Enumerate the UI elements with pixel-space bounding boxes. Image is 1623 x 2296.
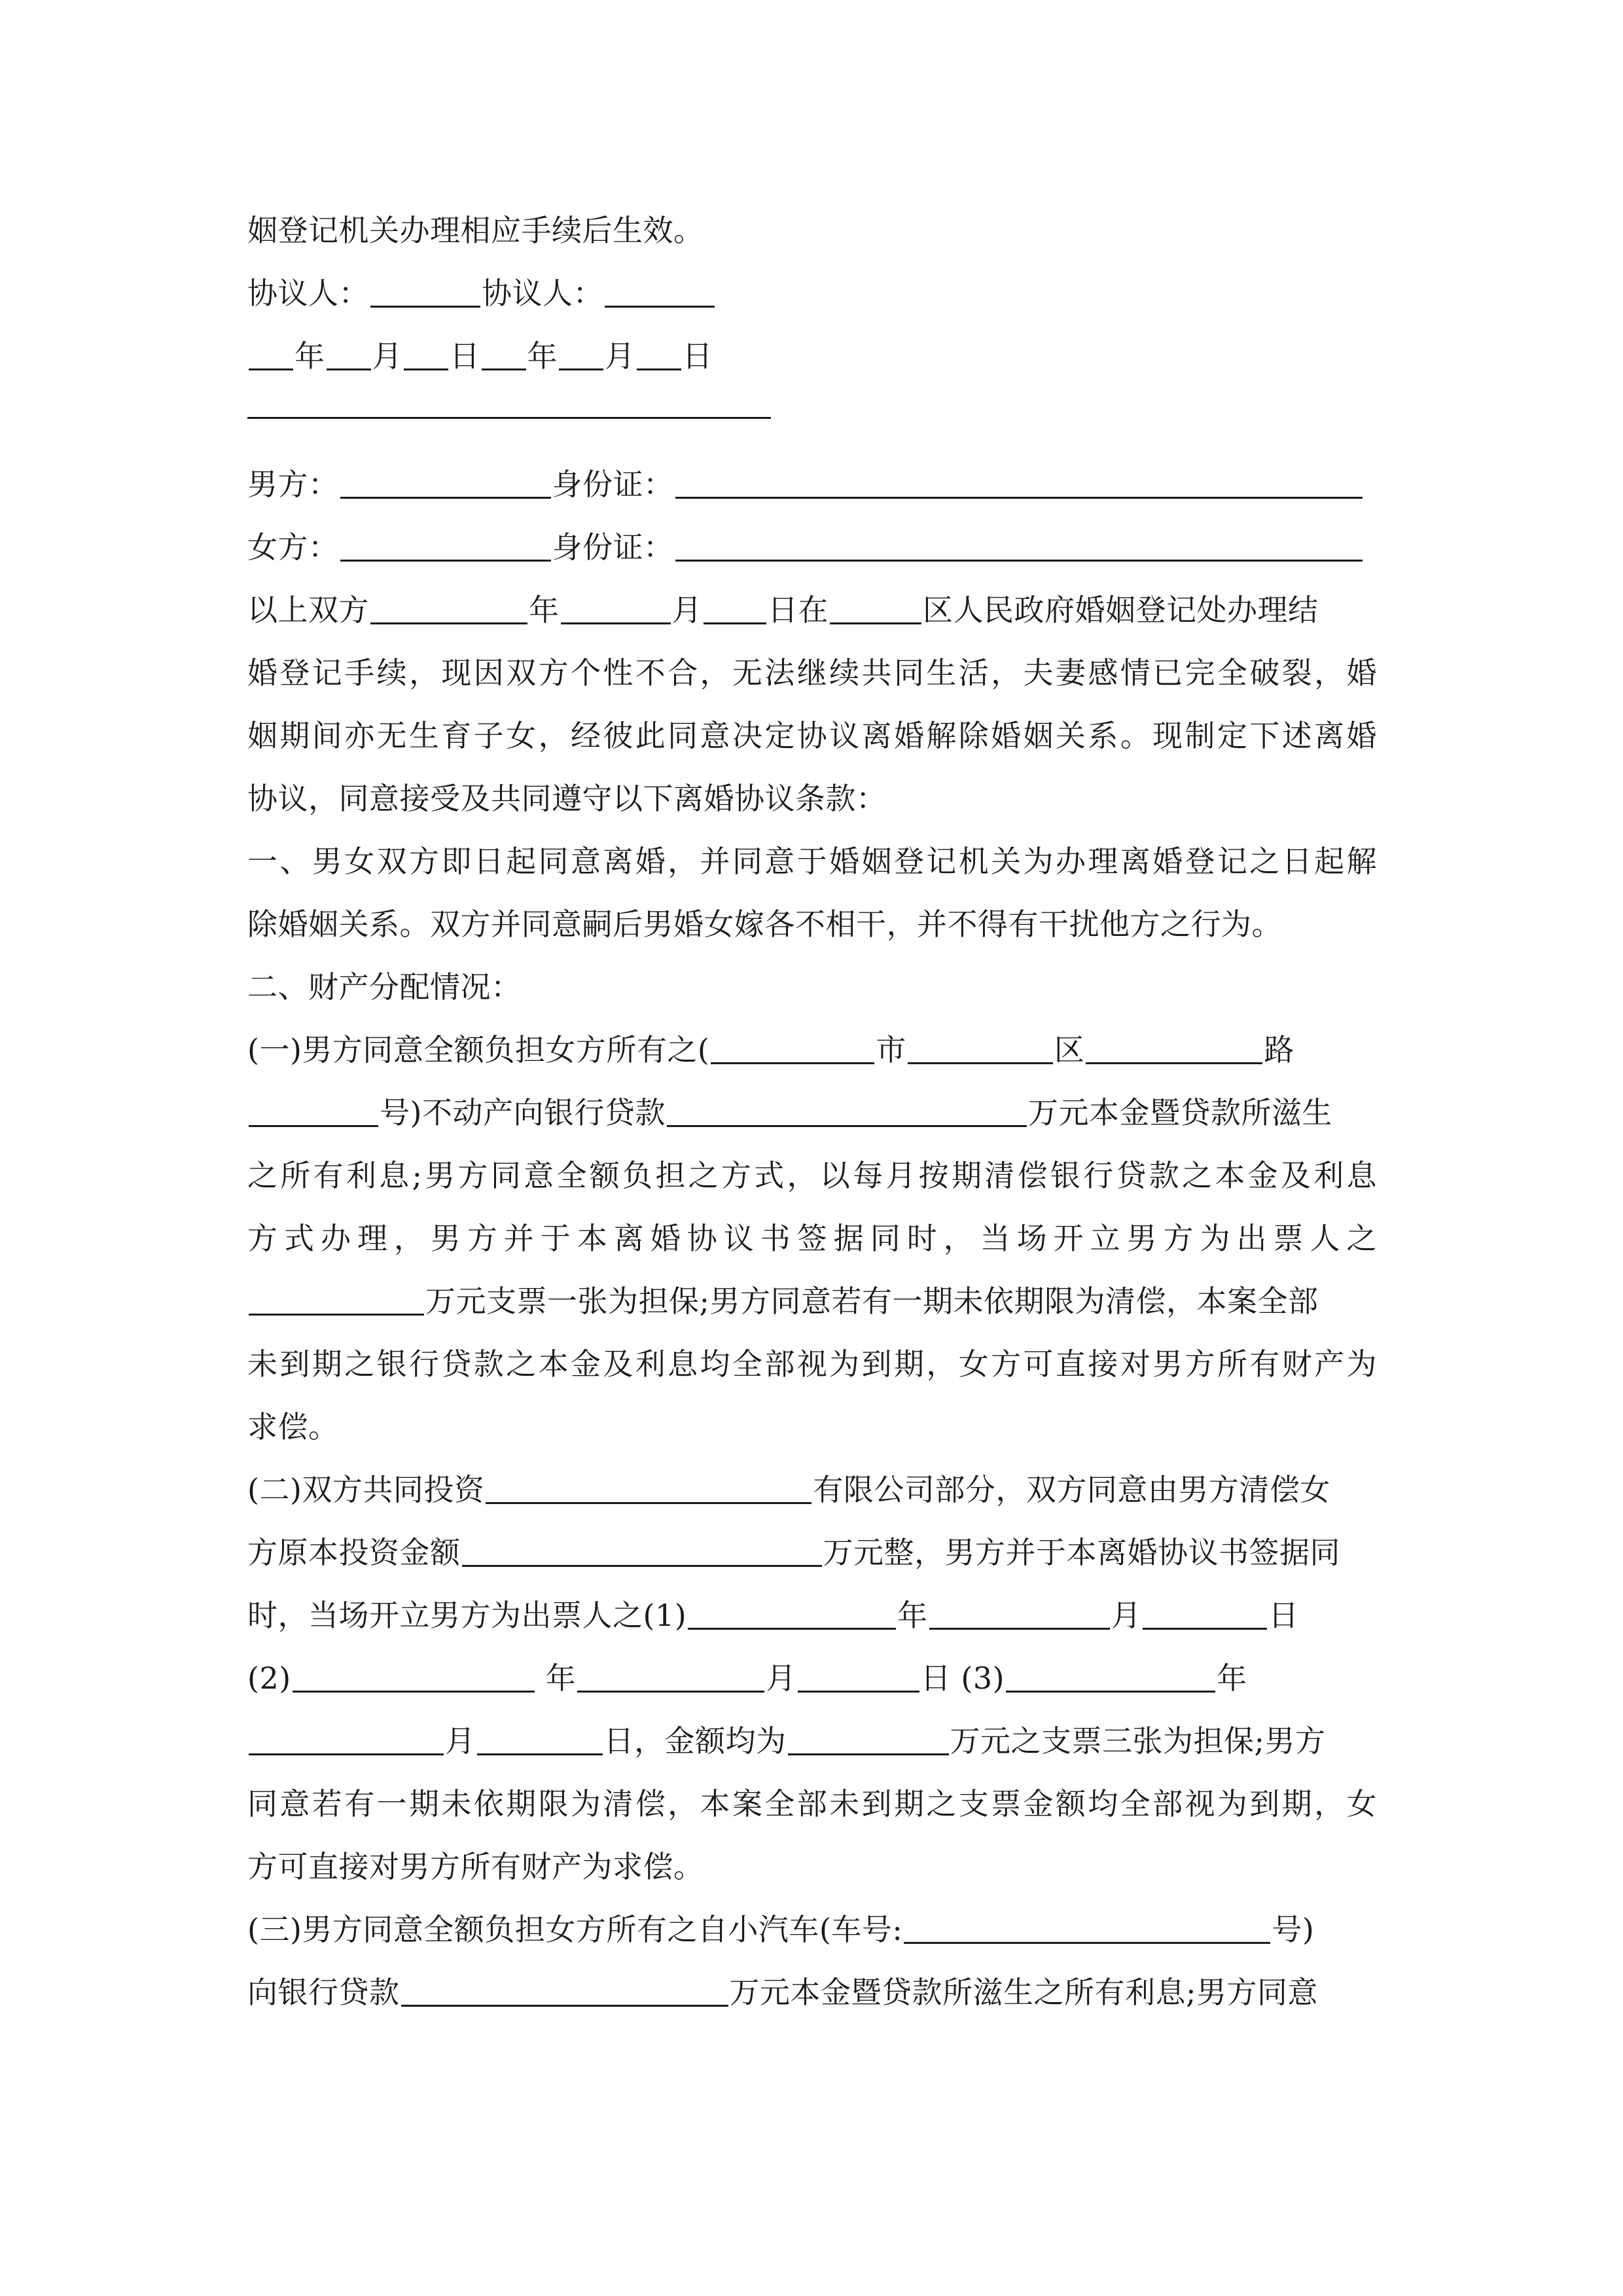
text-line: 未到期之银行贷款之本金及利息均全部视为到期，女方可直接对男方所有财产为 xyxy=(247,1346,1377,1382)
text-line: 月 日，金额均为 万元之支票三张为担保;男方 xyxy=(247,1721,1377,1761)
signature-line: 协议人： 协议人： xyxy=(247,274,1377,313)
text-line: 同意若有一期未依期限为清偿，本案全部未到期之支票金额均全部视为到期，女 xyxy=(247,1786,1377,1821)
female-party-line: 女方： 身份证： xyxy=(247,528,1377,567)
text-line: 以上双方 年 月 日在 区人民政府婚姻登记处办理结 xyxy=(247,592,1319,628)
text-line: 方原本投资金额 万元整，男方并于本离婚协议书签据同 xyxy=(247,1535,1340,1570)
male-party-line: 男方： 身份证： xyxy=(247,465,1377,504)
text-line: 协议，同意接受及共同遵守以下离婚协议条款： xyxy=(247,781,887,816)
text-line: 姻期间亦无生育子女，经彼此同意决定协议离婚解除婚姻关系。现制定下述离婚 xyxy=(247,718,1377,753)
text-line: 之所有利息;男方同意全额负担之方式，以每月按期清偿银行贷款之本金及利息 xyxy=(247,1158,1377,1193)
text-line: 姻登记机关办理相应手续后生效。 xyxy=(247,213,704,248)
text-line: 一、男女双方即日起同意离婚，并同意于婚姻登记机关为办理离婚登记之日起解 xyxy=(247,844,1377,879)
text-line: 除婚姻关系。双方并同意嗣后男婚女嫁各不相干，并不得有干扰他方之行为。 xyxy=(247,906,1282,942)
text-line: 时，当场开立男方为出票人之(1) 年 月 日 xyxy=(247,1598,1299,1633)
text-line: (一)男方同意全额负担女方所有之( 市 区 路 xyxy=(247,1032,1294,1067)
text-line: 向银行贷款 万元本金暨贷款所滋生之所有利息;男方同意 xyxy=(247,1975,1318,2010)
text-line: 方可直接对男方所有财产为求偿。 xyxy=(247,1849,704,1884)
section-heading: 二、财产分配情况： xyxy=(247,969,522,1005)
text-line: (2) 年 月 日 (3) 年 xyxy=(247,1660,1247,1696)
text-line: 求偿。 xyxy=(247,1409,339,1444)
date-line: 年 月 日 年 月 日 xyxy=(247,336,1377,376)
text-line: (三)男方同意全额负担女方所有之自小汽车(车号: 号) xyxy=(247,1912,1315,1947)
text-line: (二)双方共同投资 有限公司部分，双方同意由男方清偿女 xyxy=(247,1472,1330,1507)
text-line: 万元支票一张为担保;男方同意若有一期未依期限为清偿，本案全部 xyxy=(247,1282,1377,1321)
text-line: 号)不动产向银行贷款 万元本金暨贷款所滋生 xyxy=(247,1093,1377,1132)
separator-rule xyxy=(247,417,771,419)
text-line: 婚登记手续，现因双方个性不合，无法继续共同生活，夫妻感情已完全破裂，婚 xyxy=(247,655,1377,691)
text-line: 方式办理，男方并于本离婚协议书签据同时，当场开立男方为出票人之 xyxy=(247,1221,1377,1256)
